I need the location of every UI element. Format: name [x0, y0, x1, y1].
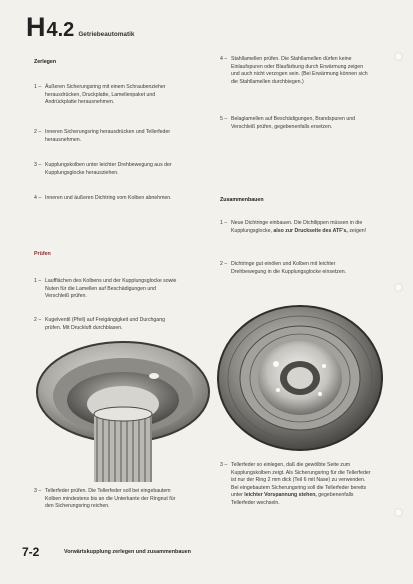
step-pruefen-4: 4 – Stahllamellen prüfen. Die Stahllamellen dürfen keine Einlaufspuren oder Blaufärbung durch Erwärmung zeigen und auch nicht verzogen sein. (Bei Erwärmung können sich die Stahllamellen durchbiegen.) [220, 56, 368, 85]
page-header [26, 14, 134, 41]
step-pruefen-1: 1 – Laufflächen des Kolbens und der Kupplungsglocke sowie Nuten für die Lamellen auf Beschädigungen und Verschleiß prüfen. [34, 278, 177, 300]
step-zerlegen-4: 4 – Inneren und äußeren Dichtring vom Kolben abnehmen. [34, 195, 172, 201]
step-pruefen-3: 3 – Tellerfeder prüfen. Die Tellerfeder soll bei eingebautem Kolben mindestens bis an die Unterkante der Ringnut für den Sicherungsring reichen. [34, 488, 176, 510]
step-pruefen-5: 5 – Belaglamellen auf Beschädigungen, Brandspuren und Verschleiß prüfen, gegebenenfalls ersetzen. [220, 116, 356, 130]
photo-clutch-drum [216, 302, 384, 458]
step-zusammenbauen-1: 1 – Neue Dichtringe einbauen. Die Dichtlippen müssen in die Kupplungsglocke, also zur Druckseite des ATF's, zeigen! [220, 220, 367, 234]
step-zusammenbauen-3: 3 – Tellerfeder so einlegen, daß die gewölbte Seite zum Kupplungskolben zeigt. Als Sicherungsring für die Tellerfeder ist nur der Ring 2 mm dick (Teil 6 mit Nase) zu verwenden. Bei eingebautem Sicherungsring soll die Tellerfeder bereits unter leichter Vorspannung stehen, gegebenenfalls Tellerfeder wechseln. [220, 462, 371, 506]
heading-zusammenbauen: Zusammenbauen [220, 197, 264, 203]
section-number: 4.2 [46, 19, 75, 41]
step-zerlegen-1: 1 – Äußeren Sicherungsring mit einem Schraubenzieher herausdrücken, Druckplatte, Lamellenpaket und Andrückplatte herausnehmen. [34, 84, 166, 106]
step-zerlegen-3: 3 – Kupplungskolben unter leichter Drehbewegung aus der Kupplungsglocke herausziehen. [34, 162, 172, 176]
footer-title: Vorwärtskupplung zerlegen und zusammenbauen [64, 549, 191, 555]
section-letter: H [26, 12, 46, 42]
step-pruefen-2: 2 – Kugelventil (Pfeil) auf Freigängigkeit und Durchgang prüfen. Mit Druckluft durchblasen. [34, 317, 165, 331]
photo-clutch-housing [34, 336, 212, 484]
step-zerlegen-2: 2 – Inneren Sicherungsring herausdrücken und Tellerfeder herausnehmen. [34, 129, 171, 143]
page-number: 7-2 [22, 545, 40, 559]
section-title: Getriebeautomatik [78, 31, 135, 38]
punch-hole [394, 283, 403, 292]
heading-zerlegen: Zerlegen [34, 59, 57, 65]
punch-hole [394, 508, 403, 517]
step-zusammenbauen-2: 2 – Dichtringe gut einölen und Kolben mit leichter Drehbewegung in die Kupplungsglocke einsetzen. [220, 261, 347, 275]
heading-pruefen: Prüfen [34, 251, 51, 257]
punch-hole [394, 52, 403, 61]
